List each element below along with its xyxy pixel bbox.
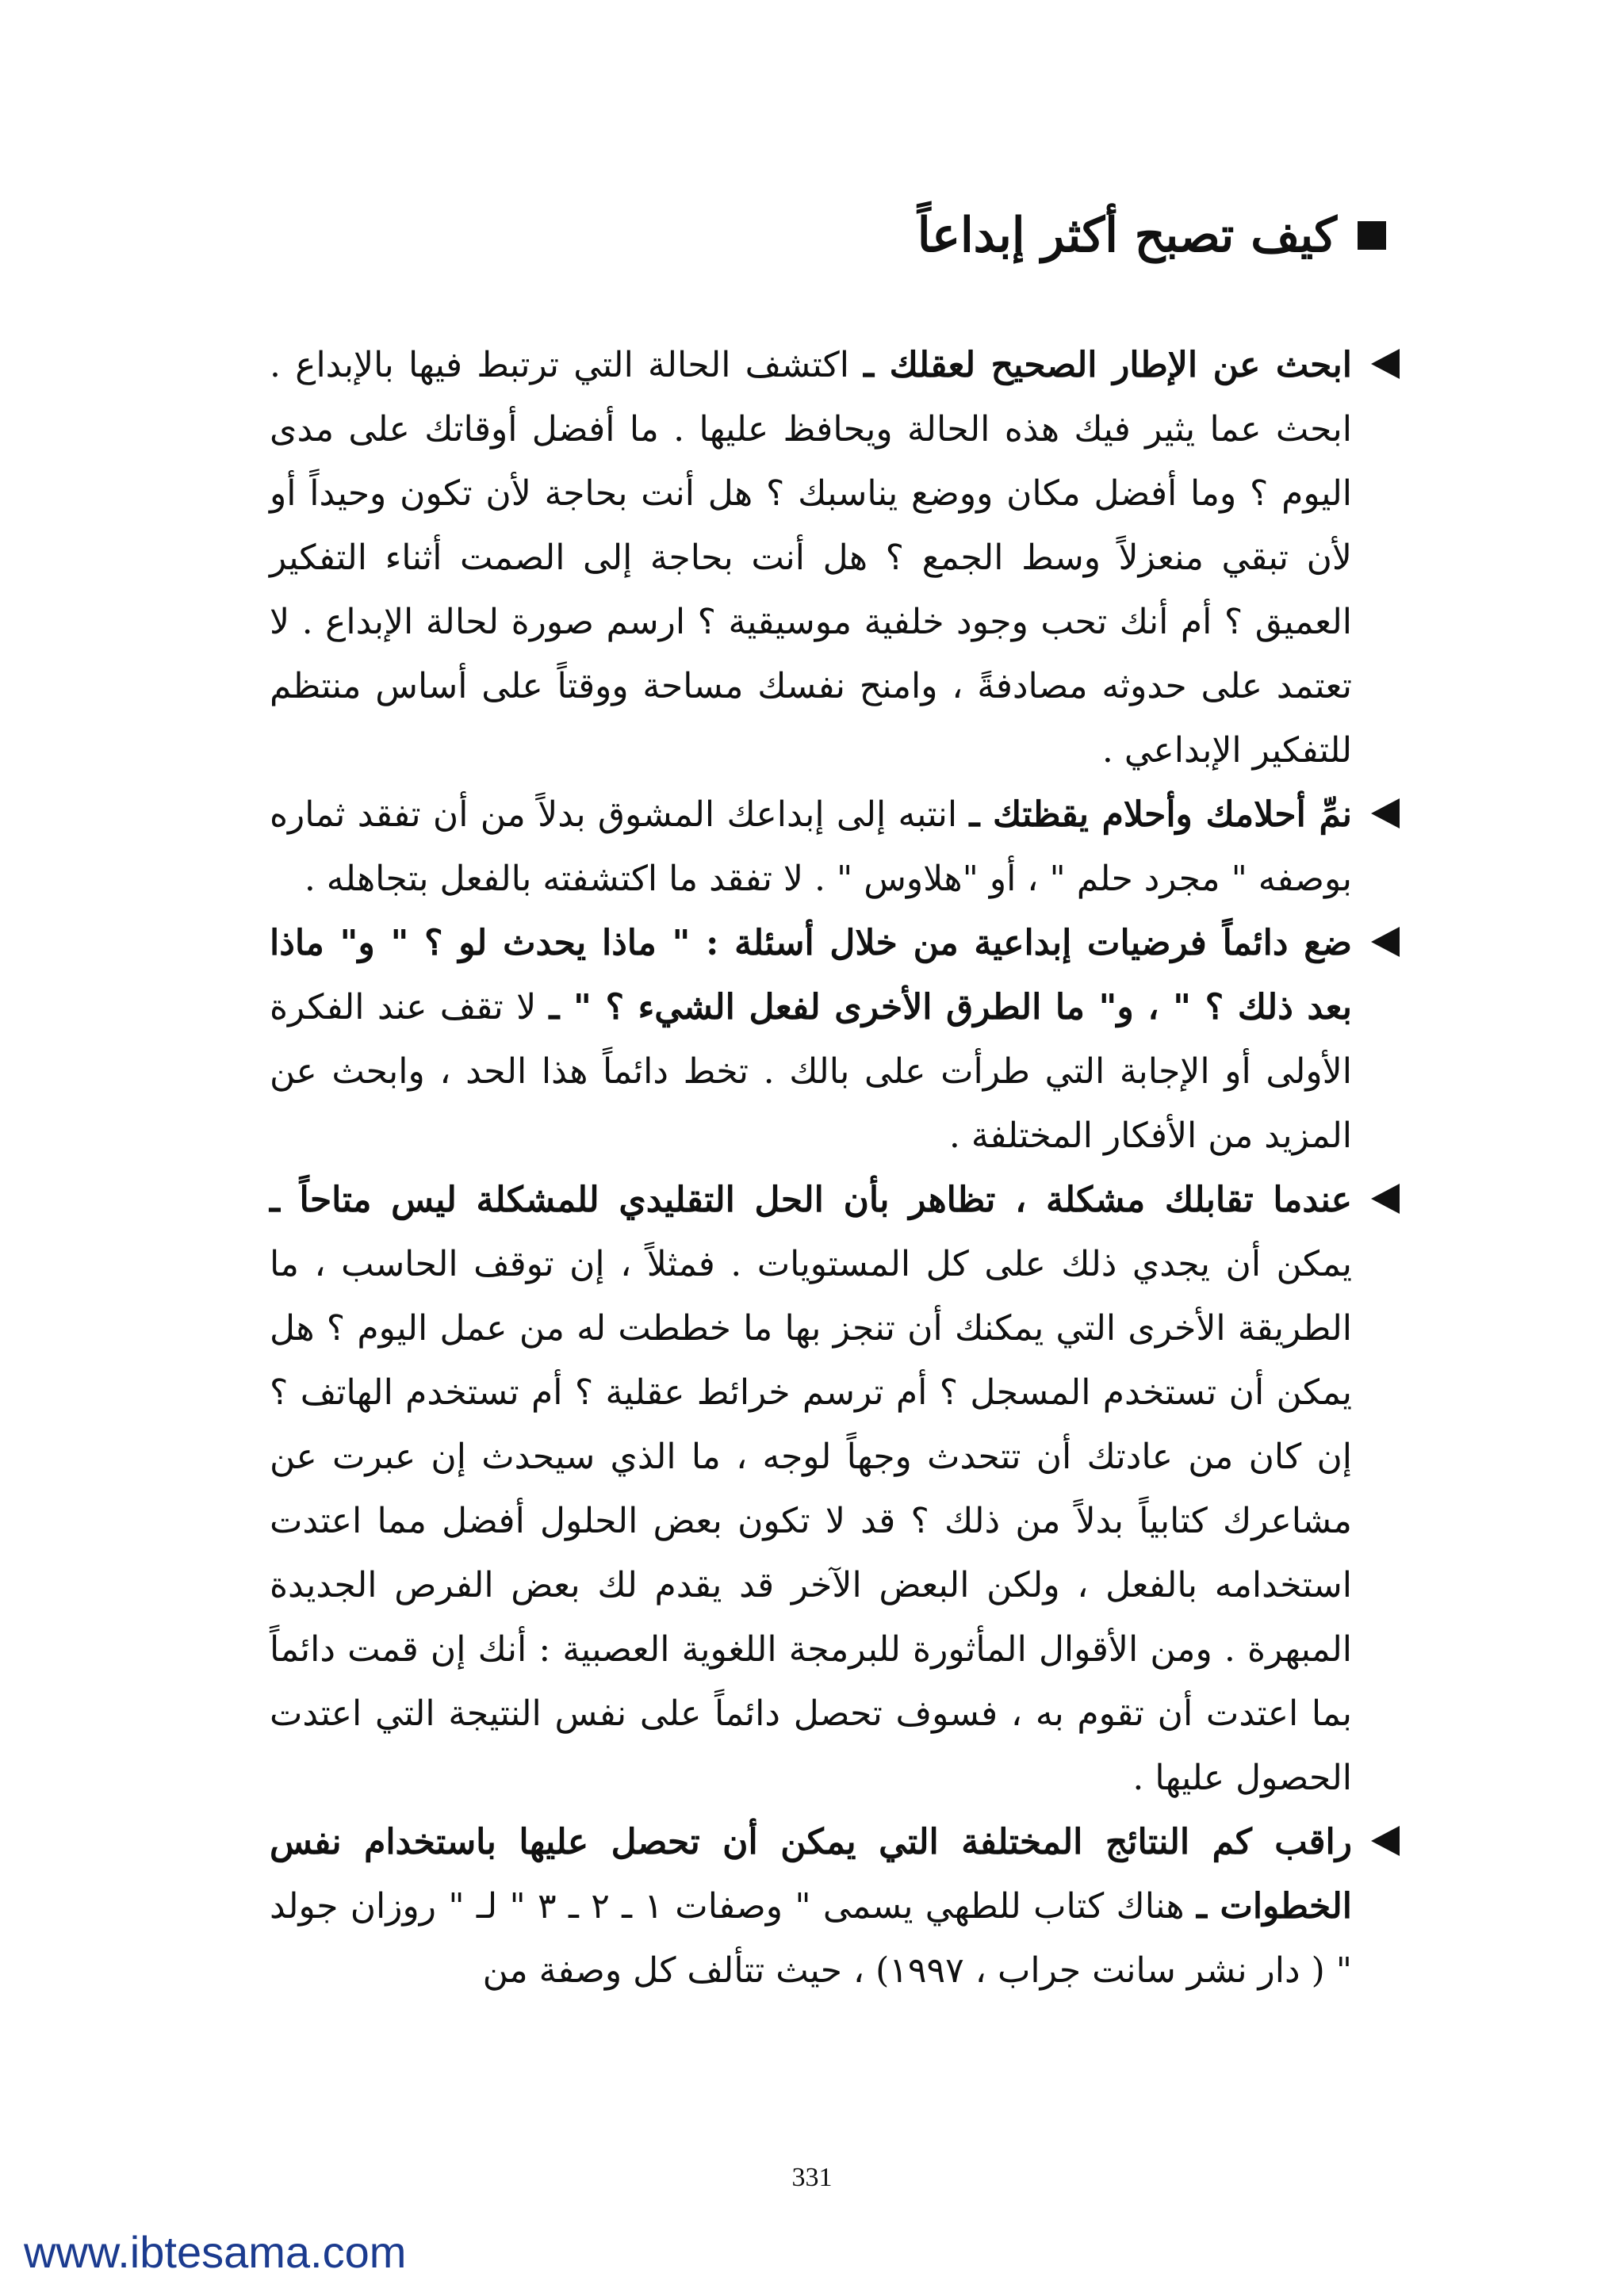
arrow-bullet-icon xyxy=(1371,1826,1400,1856)
section-heading xyxy=(752,208,1386,263)
arrow-bullet-icon xyxy=(1371,1184,1400,1214)
item-paragraph xyxy=(270,333,1352,783)
item-lead: نمِّ أحلامك وأحلام يقظتك ـ xyxy=(969,794,1352,835)
item-lead: راقب كم النتائج المختلفة التي يمكن أن تحصل عليها باستخدام نفس الخطوات ـ xyxy=(270,1822,1352,1927)
list-item xyxy=(270,333,1352,783)
arrow-bullet-icon xyxy=(1371,798,1400,828)
item-paragraph xyxy=(270,1168,1352,1810)
item-text: هناك كتاب للطهي يسمى " وصفات ١ ـ ٢ ـ ٣ " لـ " روزان جولد " ( دار نشر سانت جراب ، ١٩٩٧) ، حيث تتألف كل وصفة من xyxy=(270,1886,1352,1991)
arrow-bullet-icon xyxy=(1371,349,1400,379)
list-item xyxy=(270,911,1352,1168)
item-lead: عندما تقابلك مشكلة ، تظاهر بأن الحل التقليدي للمشكلة ليس متاحاً ـ xyxy=(270,1180,1352,1220)
item-lead: ضع دائماً فرضيات إبداعية من خلال أسئلة : " ماذا يحدث لو ؟ " و" ماذا بعد ذلك ؟ " ، و" ما الطرق الأخرى لفعل الشيء ؟ " ـ xyxy=(270,923,1353,1027)
heading-text: كيف تصبح أكثر إبداعاً xyxy=(917,208,1337,263)
list-item xyxy=(270,1810,1352,2003)
item-text: لا تقف عند الفكرة الأولى أو الإجابة التي طرأت على بالك . تخط دائماً هذا الحد ، وابحث عن المزيد من الأفكار المختلفة . xyxy=(270,987,1352,1156)
item-text: اكتشف الحالة التي ترتبط فيها بالإبداع . ابحث عما يثير فيك هذه الحالة ويحافظ عليها . ما أفضل أوقاتك على مدى اليوم ؟ وما أفضل مكان ووضع يناسبك ؟ هل أنت بحاجة لأن تكون وحيداً أو لأن تبقي منعزلاً وسط الجمع ؟ هل أنت بحاجة إلى الصمت أثناء التفكير العميق ؟ أم أنك تحب وجود خلفية موسيقية ؟ ارسم صورة لحالة الإبداع . لا تعتمد على حدوثه مصادفةً ، وامنح نفسك مساحة ووقتاً على أساس منتظم للتفكير الإبداعي . xyxy=(270,345,1352,771)
list-item xyxy=(270,783,1352,911)
item-paragraph xyxy=(270,1810,1352,2003)
body-content xyxy=(270,333,1352,2003)
arrow-bullet-icon xyxy=(1371,927,1400,957)
heading-square-bullet xyxy=(1358,221,1386,250)
item-lead: ابحث عن الإطار الصحيح لعقلك ـ xyxy=(864,345,1352,385)
page-number: 331 xyxy=(791,2163,833,2192)
item-paragraph xyxy=(270,911,1352,1168)
list-item xyxy=(270,1168,1352,1810)
item-paragraph xyxy=(270,783,1352,911)
item-text: يمكن أن يجدي ذلك على كل المستويات . فمثلاً ، إن توقف الحاسب ، ما الطريقة الأخرى التي يمكنك أن تنجز بها ما خططت له من عمل اليوم ؟ هل يمكن أن تستخدم المسجل ؟ أم ترسم خرائط عقلية ؟ أم تستخدم الهاتف ؟ إن كان من عادتك أن تتحدث وجهاً لوجه ، ما الذي سيحدث إن عبرت عن مشاعرك كتابياً بدلاً من ذلك ؟ قد لا تكون بعض الحلول أفضل مما اعتدت استخدامه بالفعل ، ولكن البعض الآخر قد يقدم لك بعض الفرص الجديدة المبهرة . ومن الأقوال المأثورة للبرمجة اللغوية العصبية : أنك إن قمت دائماً بما اعتدت أن تقوم به ، فسوف تحصل دائماً على نفس النتيجة التي اعتدت الحصول عليها . xyxy=(270,1244,1352,1798)
website-watermark[interactable]: www.ibtesama.com xyxy=(24,2227,407,2277)
item-text: انتبه إلى إبداعك المشوق بدلاً من أن تفقد ثماره بوصفه " مجرد حلم " ، أو "هلاوس " . لا تفقد ما اكتشفته بالفعل بتجاهله . xyxy=(270,794,1352,899)
